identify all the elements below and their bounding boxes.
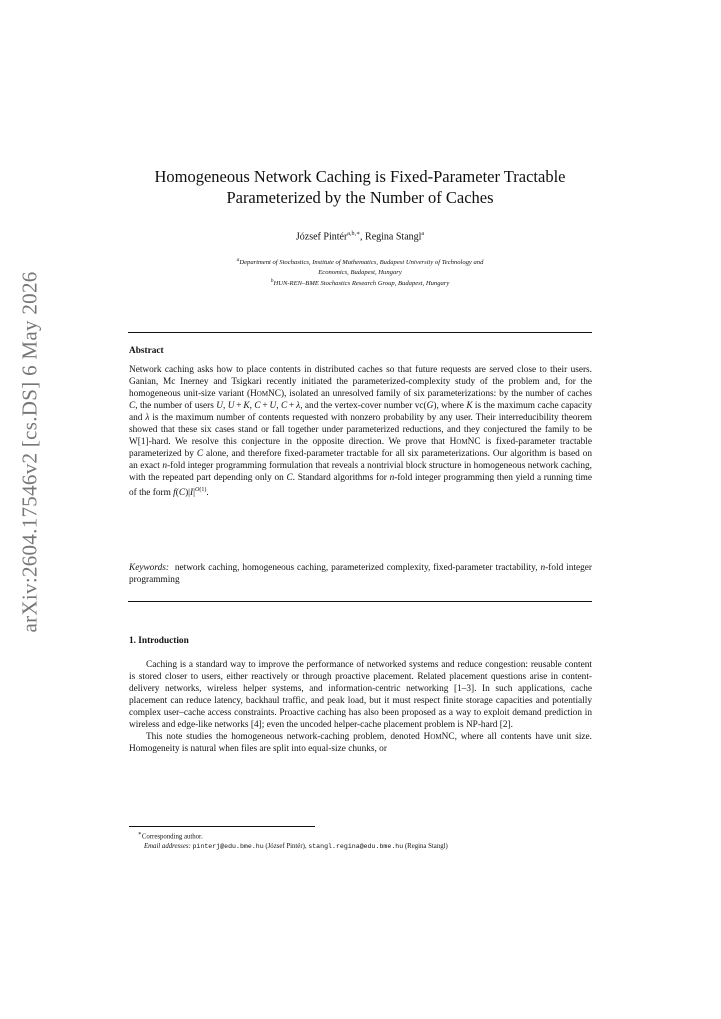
author-pinter-marks: a,b,∗ [347,231,361,237]
keywords-text-end: -fold integer programming [129,563,592,586]
affiliation-a [140,256,580,268]
abstract-top-rule [128,332,592,333]
title-line-1: Homogeneous Network Caching is Fixed-Parameter Tractable [154,167,566,186]
author-pinter: József Pintér [295,231,348,243]
footnote-rule [129,826,315,827]
affiliations [140,256,580,289]
keywords-label: Keywords: [129,563,169,573]
abstract-body: Network caching asks how to place contents in distributed caches so that future requests are served close to their users. Ganian, Mc Inerney and Tsigkari recently initiated the parameterized-complexity study of the problem and, for the homogeneous unit-size variant (HomNC), isolated an unresolved family of six parameterizations: by the number of caches C, the number of users U, U + K, C + U, C + λ, and the vertex-cover number vc(G), where K is the maximum cache capacity and λ is the maximum number of contents requested with nonzero probability by any user. Their interreducibility theorem showed that these six cases stand or fall together under parameterized reductions, and they conjectured the family to be W[1]-hard. We resolve this conjecture in the opposite direction. We prove that HomNC is fixed-parameter tractable parameterized by C alone, and therefore fixed-parameter tractable for all six parameterizations. Our algorithm is based on an exact n-fold integer programming formulation that reveals a nontrivial block structure in homogeneous network caching, with the repeated part depending only on C. Standard algorithms for n-fold integer programming then yield a running time of the form $f(C)|I|^{O(1)}$. [129,365,593,499]
keywords-text: network caching, homogeneous caching, parameterized complexity, fixed-parameter tractability, [174,563,541,573]
section-heading-introduction: 1. Introduction [129,636,189,646]
email-label: Email addresses: [144,842,191,850]
email-stangl[interactable]: stangl.regina@edu.bme.hu [308,842,404,850]
arxiv-identifier: arXiv:2604.17546v2 [cs.DS] 6 May 2026 [17,271,42,633]
affiliation-a-line-1: Department of Stochastics, Institute of Mathematics, Budapest University of Technology and [239,259,484,267]
author-stangl: Regina Stangl [365,231,422,243]
affiliation-b-mark: b [270,278,274,285]
author-separator: , [360,231,366,243]
abstract-bottom-rule [128,601,592,602]
email-pinter[interactable]: pinterj@edu.bme.hu [192,842,264,850]
abstract-heading: Abstract [129,346,164,356]
author-stangl-marks: a [421,231,425,237]
intro-paragraph-1: Caching is a standard way to improve the performance of networked systems and reduce congestion: reusable content is stored closer to users, either reactively or through proactive placement. Related placement questions arise in content-delivery networks, wireless helper systems, and information-centric networking [1–3]. In such applications, cache placement can reduce latency, backhaul traffic, and peak load, but it must respect finite storage capacities and potentially complex user–cache access constraints. Proactive caching has also been proposed as a way to exploit demand prediction in wireless and edge-like networks [4]; even the uncoded helper-cache placement problem is NP-hard [2]. [129,660,592,731]
author-list [110,230,610,242]
affiliation-a-cont: Economics, Budapest, Hungary [318,268,402,276]
affiliation-b-text: HUN-REN–BME Stochastics Research Group, Budapest, Hungary [273,280,450,288]
keywords: Keywords: network caching, homogeneous caching, parameterized complexity, fixed-parameter tractability, n-fold integer programming [129,563,592,586]
paper-title [110,166,610,208]
footnote-corresponding: ∗Corresponding author. [138,831,203,841]
footnotes [138,830,592,851]
introduction-body [129,659,592,755]
affiliation-a-mark: a [236,257,240,263]
title-line-2: Parameterized by the Number of Caches [226,188,494,207]
affiliation-b [140,277,580,289]
footnote-emails: Email addresses: pinterj@edu.bme.hu (József Pintér), stangl.regina@edu.bme.hu (Regina Stangl) [144,842,448,850]
intro-paragraph-2: This note studies the homogeneous network-caching problem, denoted HomNC, where all contents have unit size. Homogeneity is natural when files are split into equal-size chunks, or [129,732,592,755]
